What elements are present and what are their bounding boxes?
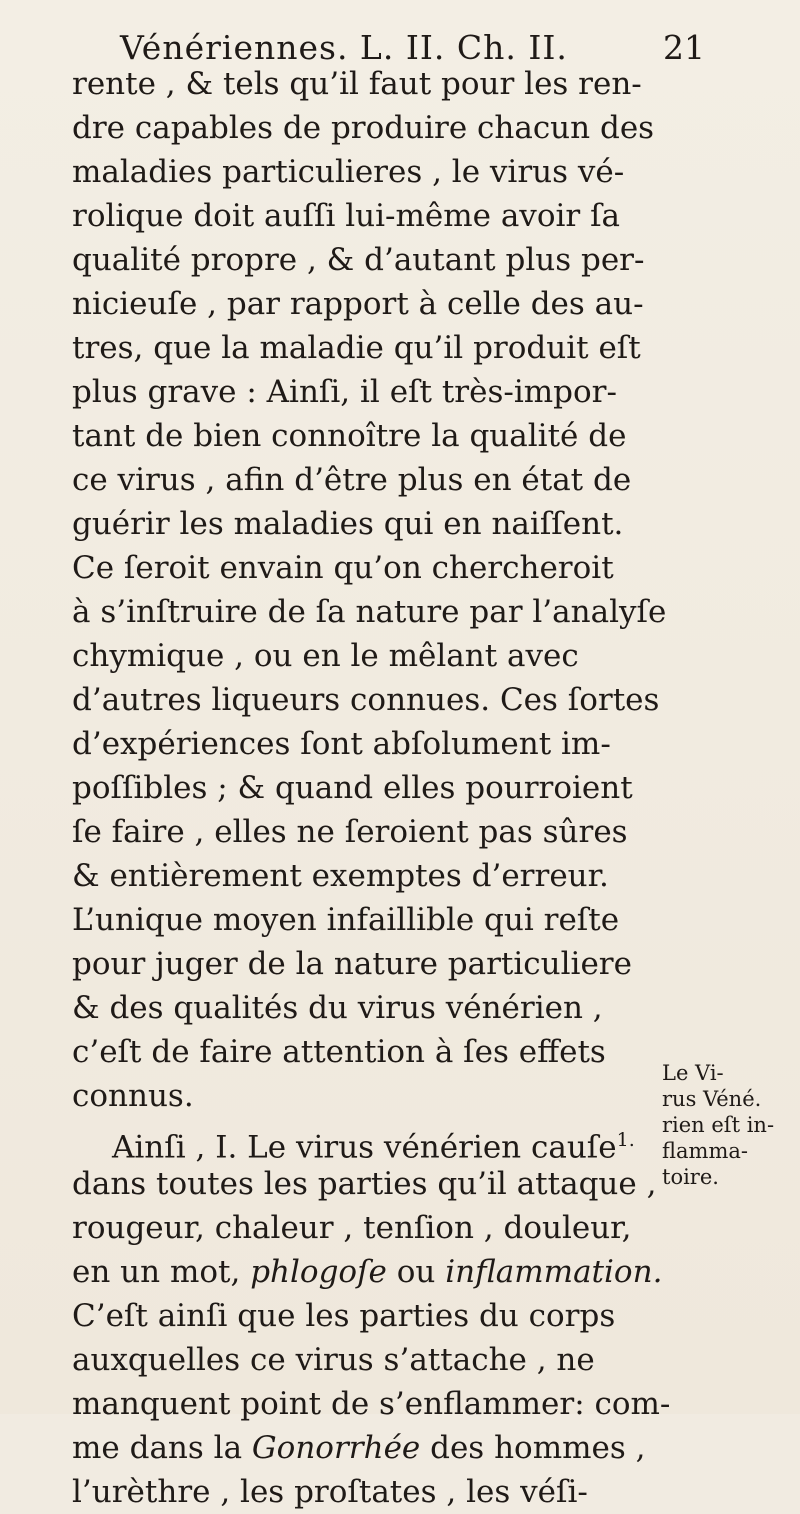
text-line: à s’inſtruire de ſa nature par l’analyſe [72,594,667,630]
text-run: Ainſi , I. Le virus vénérien cauſe [112,1129,617,1166]
text-line: & des qualités du virus vénérien , [72,990,603,1026]
text-line: & entièrement exemptes d’erreur. [72,858,609,894]
text-line: L’unique moyen infaillible qui reſte [72,902,620,938]
page-number: 21 [663,28,705,67]
marginal-note-line: rus Véné. [662,1087,762,1111]
italic-term: inflammation. [445,1254,663,1290]
running-title: Vénériennes. L. II. Ch. II. [120,28,568,67]
text-run: ou [386,1254,446,1290]
text-line: c’eſt de faire attention à ſes effets [72,1034,606,1070]
marginal-note-line: rien eſt in- [662,1113,775,1137]
text-line: poſſibles ; & quand elles pourroient [72,770,633,806]
text-line: rolique doit auſſi lui-même avoir ſa [72,198,621,234]
text-line: maladies particulieres , le virus vé- [72,154,625,190]
text-line: qualité propre , & d’autant plus per- [72,242,645,278]
text-line [72,1250,663,1294]
text-line: tres, que la maladie qu’il produit eſt [72,330,641,366]
text-run: en un mot, [72,1254,251,1290]
text-line: chymique , ou en le mêlant avec [72,638,579,674]
text-line: Ce ſeroit envain qu’on chercheroit [72,550,614,586]
text-run: des hommes , [420,1430,646,1466]
text-line: C’eſt ainſi que les parties du corps [72,1298,616,1334]
text-line: nicieuſe , par rapport à celle des au- [72,286,644,322]
text-line: connus. [72,1078,194,1114]
text-line: auxquelles ce virus s’attache , ne [72,1342,595,1378]
text-line: plus grave : Ainſi, il eſt très-impor- [72,374,617,410]
text-run: me dans la [72,1430,252,1466]
text-line: dre capables de produire chacun des [72,110,655,146]
text-line: d’expériences ſont abſolument im- [72,726,611,762]
italic-term: Gonorrhée [251,1430,421,1466]
text-line: ſe faire , elles ne ſeroient pas sûres [72,814,628,850]
text-line: rougeur, chaleur , tenſion , douleur, [72,1210,632,1246]
italic-term: phlogoſe [250,1254,387,1290]
text-line: guérir les maladies qui en naiſſent. [72,506,624,542]
text-line: pour juger de la nature particuliere [72,946,632,982]
text-line: tant de bien connoître la qualité de [72,418,627,454]
text-line: d’autres liqueurs connues. Ces ſortes [72,682,660,718]
marginal-note-line: flamma- [662,1139,748,1163]
text-line: ce virus , afin d’être plus en état de [72,462,632,498]
marginal-note-line: toire. [662,1165,719,1189]
text-line: l’urèthre , les proſtates , les véſi- [72,1474,588,1510]
text-line [72,1426,652,1470]
marginal-note-reference: 1. [616,1129,635,1151]
marginal-note-line: Le Vi- [662,1061,724,1085]
text-line: rente , & tels qu’il faut pour les ren- [72,66,642,102]
text-line: dans toutes les parties qu’il attaque , [72,1166,657,1202]
text-line: manquent point de s’enflammer: com- [72,1386,671,1422]
